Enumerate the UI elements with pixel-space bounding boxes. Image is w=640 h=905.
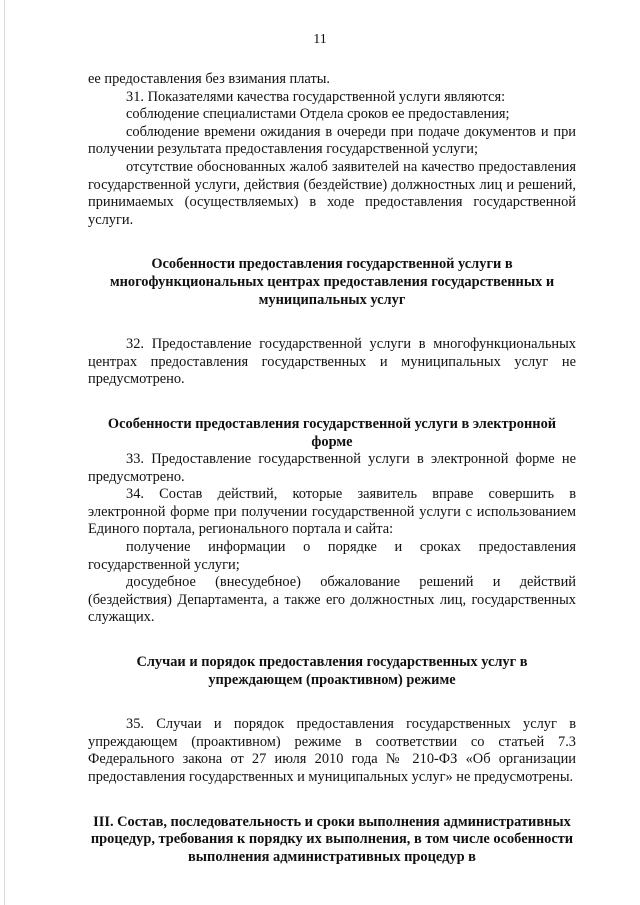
paragraph-32: 32. Предоставление государственной услуги в многофункциональных центрах предоставления государственных и муниципальных услуг не предусмотрено. xyxy=(88,336,576,388)
scan-edge-line xyxy=(4,0,5,905)
page-number: 11 xyxy=(313,32,327,47)
paragraph-quality-waiting: соблюдение времени ожидания в очереди при подаче документов и при получении результата предоставления государственной услуги; xyxy=(88,123,576,158)
section-heading-proactive: Случаи и порядок предоставления государственных услуг в упреждающем (проактивном) режиме xyxy=(136,654,528,688)
paragraph-info: получение информации о порядке и сроках предоставления государственной услуги; xyxy=(88,539,576,573)
paragraph-33: 33. Предоставление государственной услуги в электронной форме не предусмотрено. xyxy=(88,451,576,485)
paragraph-quality-deadlines: соблюдение специалистами Отдела сроков ее предоставления; xyxy=(126,106,510,123)
section-heading-electronic: Особенности предоставления государственной услуги в электронной форме xyxy=(107,415,557,450)
paragraph-continuation: ее предоставления без взимания платы. xyxy=(88,71,330,87)
paragraph-35: 35. Случаи и порядок предоставления государственных услуг в упреждающем (проактивном) режиме в соответствии со статьей 7.3 Федерального закона от 27 июля 2010 года № 210-ФЗ «Об организации предоставления государственных и муниципальных услуг» не предусмотрены. xyxy=(88,716,576,785)
page-content xyxy=(88,71,576,866)
paragraph-appeal: досудебное (внесудебное) обжалование решений и действий (бездействия) Департамента, а также его должностных лиц, государственных служащих. xyxy=(88,574,576,626)
section-heading-mfc: Особенности предоставления государственной услуги в многофункциональных центрах предоставления государственных и муниципальных услуг xyxy=(109,256,555,308)
paragraph-31: 31. Показателями качества государственной услуги являются: xyxy=(126,88,506,105)
section-heading-iii: III. Состав, последовательность и сроки выполнения административных процедур, требования к порядку их выполнения, в том числе особенности выполнения административных процедур в xyxy=(90,813,574,865)
paragraph-34: 34. Состав действий, которые заявитель вправе совершить в электронной форме при получении государственной услуги с использованием Единого портала, регионального портала и сайта: xyxy=(88,486,576,538)
paragraph-quality-complaints: отсутствие обоснованных жалоб заявителей на качество предоставления государственной услуги, действия (бездействие) должностных лиц и решений, принимаемых (осуществляемых) в ходе предоставления государственной услуги. xyxy=(88,158,576,228)
